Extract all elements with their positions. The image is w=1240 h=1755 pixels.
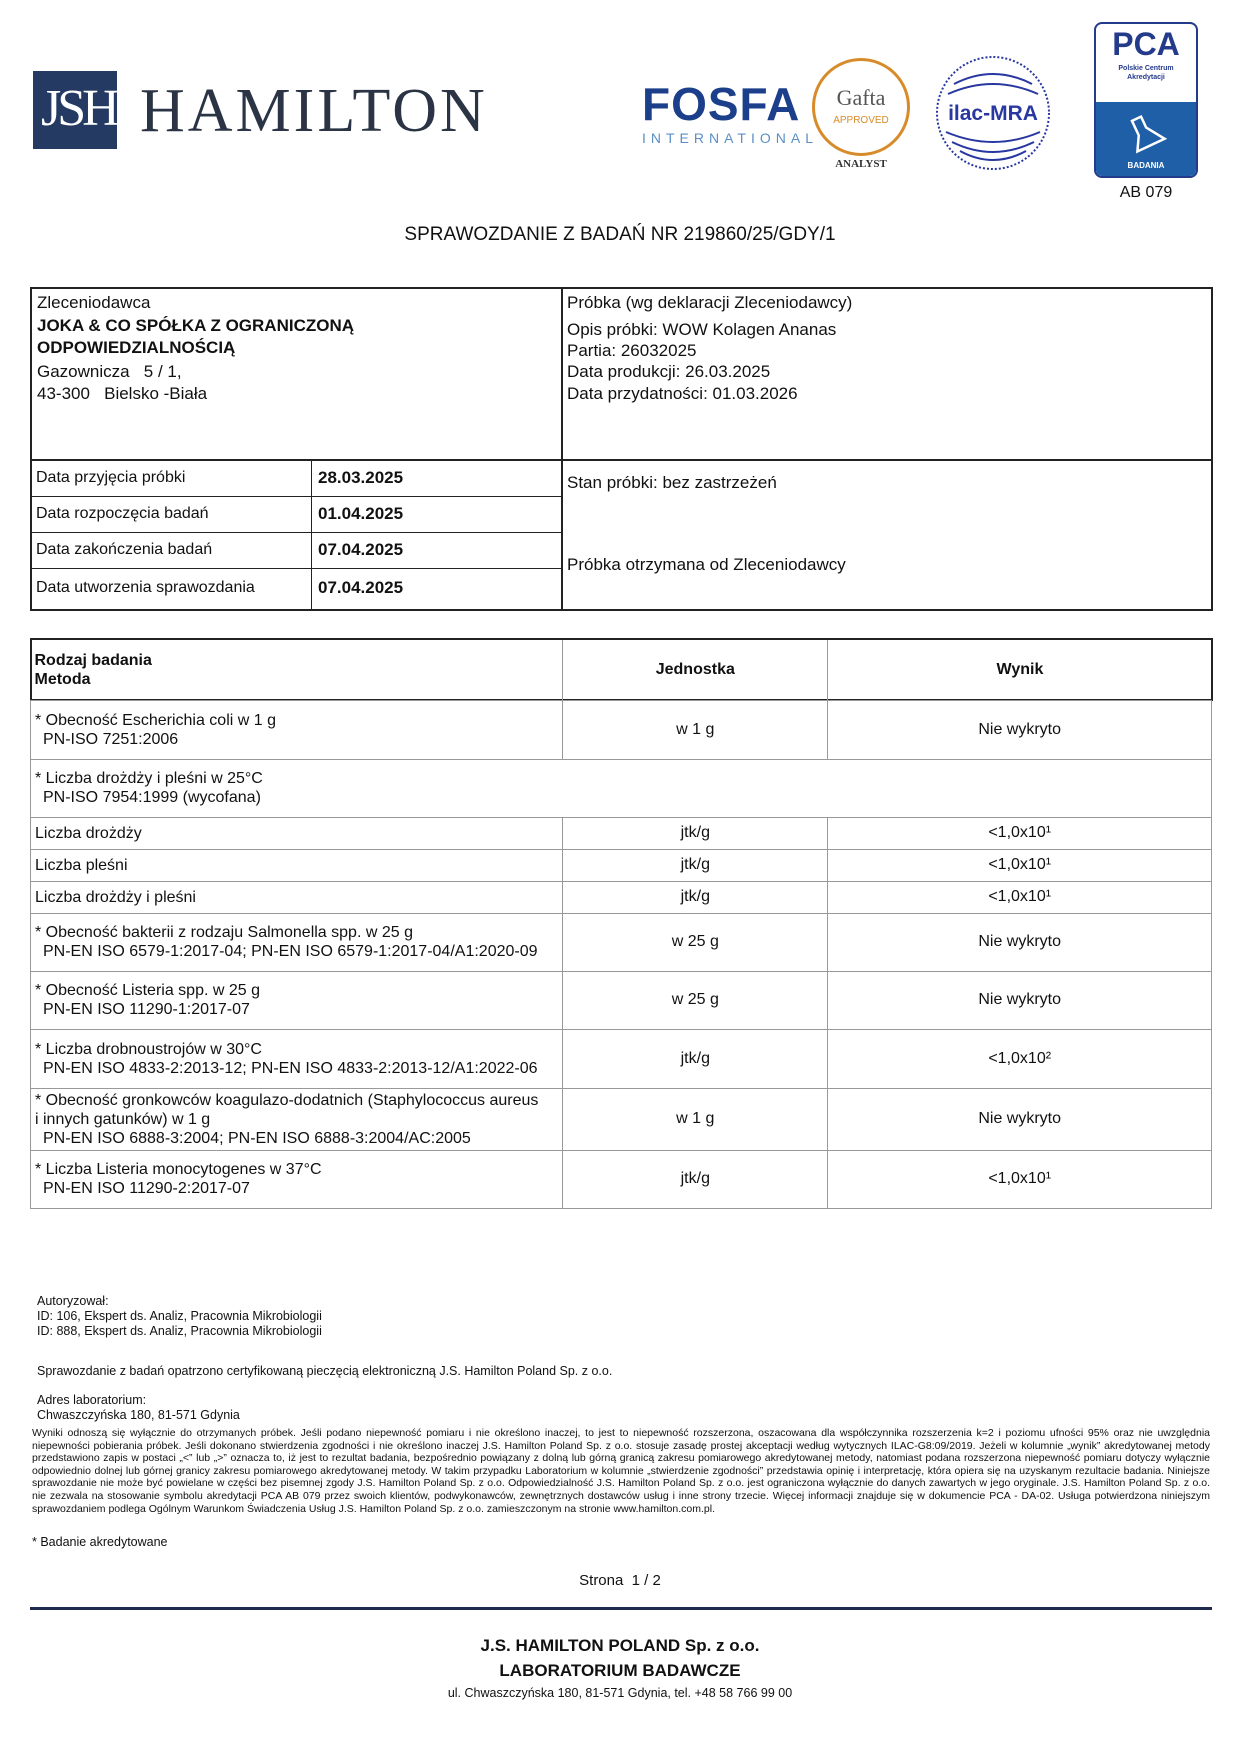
sample-production-date: Data produkcji: 26.03.2025: [567, 362, 771, 381]
test-result: <1,0x10¹: [828, 1150, 1212, 1208]
footer-lab: LABORATORIUM BADAWCZE: [499, 1661, 741, 1680]
test-unit: w 1 g: [563, 1088, 828, 1150]
test-name: * Liczba drobnoustrojów w 30°C: [35, 1040, 262, 1058]
date-start-value: 01.04.2025: [318, 504, 404, 523]
hamilton-logo-word: HAMILTON: [140, 77, 488, 145]
disclaimer-text: Wyniki odnoszą się wyłącznie do otrzymanych próbek. Jeśli podano niepewność pomiaru i nie określono inaczej, to jest to niepewność rozszerzona, oszacowana dla współczynnika rozszerzenia k=2 i poziomu ufności 95% oraz nie uwzględnia niepewności pobierania próbek. Jeśli dokonano stwierdzenia zgodności i nie określono inaczej J.S. Hamilton Poland Sp. z o.o. stosuje zasadę prostej akceptacji według wytycznych ILAC-G8:09/2019. Jeżeli w kolumnie „wynik” akredytowanej metody przedstawiono zapis w postaci „<” lub „>” oznacza to, iż jest to rezultat badania, bezpośrednio powiązany z dolną lub górną granicą zakresu pomiarowego akredytowanej metody, natomiast podana rozszerzona niepewność pomiaru dotyczy wyłącznie odpowiednio dolnej lub górnej granicy zakresu pomiarowego akredytowanej metody. W takim przypadku Laboratorium w kolumnie „stwierdzenie zgodności” przedstawia opinię i interpretację, która opiera się na uzyskanym rezultacie badania. Niniejsze sprawozdanie nie może być powielane w części bez pisemnej zgody J.S. Hamilton Poland Sp. z o.o. Odpowiedzialność J.S. Hamilton Poland Sp. z o.o. jest ograniczona wyłącznie do danych zawartych w jego oryginale. J.S. Hamilton Poland Sp. z o.o. nie zezwala na stosowanie symbolu akredytacji PCA AB 079 przez swoich klientów, podwykonawców, zewnętrznych dostawców usług i inne strony trzecie. Więcej informacji znajduje się w dokumencie PCA - DA-02. Usługa potwierdzona niniejszym sprawozdaniem podlega Ogólnym Warunkom Świadczenia Usług J.S. Hamilton Poland Sp. z o.o. zamieszczonym na stronie www.hamilton.com.pl.: [32, 1427, 1210, 1515]
flask-icon: [1096, 102, 1196, 156]
results-table: [30, 640, 1212, 1209]
fosfa-logo-sub: INTERNATIONAL: [642, 130, 818, 146]
results-header-row: [31, 640, 1212, 700]
test-method: PN-ISO 7251:2006: [43, 730, 179, 748]
test-result: Nie wykryto: [828, 913, 1212, 971]
test-name: Liczba pleśni: [35, 856, 128, 874]
pca-logo-word: PCA: [1112, 26, 1180, 62]
test-name: * Liczba Listeria monocytogenes w 37°C: [35, 1161, 322, 1178]
table-row: [31, 759, 1212, 817]
footer-divider: [30, 1607, 1212, 1610]
test-unit: w 25 g: [563, 913, 828, 971]
table-row: [31, 881, 1212, 913]
table-row: [31, 913, 1212, 971]
table-row: [31, 971, 1212, 1029]
page-number: Strona 1 / 2: [579, 1572, 661, 1589]
test-name-line1: * Obecność gronkowców koagulazo-dodatnich (Staphylococcus aureus: [35, 1091, 539, 1109]
test-unit: jtk/g: [563, 1150, 828, 1208]
table-row: [31, 1150, 1212, 1208]
table-row: [31, 700, 1212, 759]
test-method: PN-ISO 7954:1999 (wycofana): [43, 789, 261, 806]
hamilton-logo-monogram: JSH: [41, 80, 116, 137]
date-end-value: 07.04.2025: [318, 540, 404, 559]
table-row: [31, 1088, 1212, 1150]
test-unit: w 25 g: [563, 971, 828, 1029]
test-name: Liczba drożdży i pleśni: [35, 888, 196, 906]
authorization-line2: ID: 888, Ekspert ds. Analiz, Pracownia Mikrobiologii: [37, 1324, 322, 1338]
footer-address: ul. Chwaszczyńska 180, 81-571 Gdynia, tel. +48 58 766 99 00: [447, 1686, 793, 1700]
certification-note: Sprawozdanie z badań opatrzono certyfikowaną pieczęcią elektroniczną J.S. Hamilton Poland Sp. z o.o.: [37, 1364, 613, 1378]
footer-company: J.S. HAMILTON POLAND Sp. z o.o.: [480, 1636, 760, 1655]
table-row: [31, 817, 1212, 849]
lab-address-label: Adres laboratorium:: [37, 1393, 147, 1407]
test-name-line2: i innych gatunków) w 1 g: [35, 1110, 211, 1128]
date-report-value: 07.04.2025: [318, 578, 404, 597]
test-unit: jtk/g: [563, 817, 828, 849]
sample-batch: Partia: 26032025: [567, 341, 697, 360]
date-received-value: 28.03.2025: [318, 468, 404, 487]
date-end-label: Data zakończenia badań: [36, 541, 213, 558]
client-label: Zleceniodawca: [37, 293, 151, 312]
pca-logo-sub1: Polskie Centrum: [1118, 65, 1174, 72]
test-name: * Obecność bakterii z rodzaju Salmonella spp. w 25 g: [35, 924, 413, 941]
authorization-line1: ID: 106, Ekspert ds. Analiz, Pracownia Mikrobiologii: [37, 1309, 322, 1323]
pca-badge-panel: [1096, 102, 1196, 176]
test-name: * Obecność Listeria spp. w 25 g: [35, 982, 261, 999]
results-header-unit: Jednostka: [563, 640, 828, 700]
test-method: PN-EN ISO 6579-1:2017-04; PN-EN ISO 6579-1:2017-04/A1:2020-09: [43, 943, 538, 960]
date-start-label: Data rozpoczęcia badań: [36, 505, 209, 522]
test-unit: jtk/g: [563, 1029, 828, 1088]
test-method: PN-EN ISO 4833-2:2013-12; PN-EN ISO 4833-2:2013-12/A1:2022-06: [43, 1059, 538, 1077]
test-result: Nie wykryto: [828, 971, 1212, 1029]
test-unit: jtk/g: [563, 881, 828, 913]
date-received-label: Data przyjęcia próbki: [36, 469, 186, 486]
lab-address-value: Chwaszczyńska 180, 81-571 Gdynia: [37, 1408, 240, 1422]
results-header-result: Wynik: [828, 640, 1212, 700]
sample-condition: Stan próbki: bez zastrzeżeń: [567, 473, 777, 492]
pca-badania-label: BADANIA: [1127, 161, 1165, 170]
test-method: PN-EN ISO 6888-3:2004; PN-EN ISO 6888-3:2004/AC:2005: [43, 1129, 471, 1147]
sample-label: Próbka (wg deklaracji Zleceniodawcy): [567, 293, 853, 312]
test-name: * Liczba drożdży i pleśni w 25°C: [35, 770, 263, 787]
table-row: [31, 849, 1212, 881]
test-name: Liczba drożdży: [35, 824, 142, 842]
authorization-label: Autoryzował:: [37, 1294, 109, 1308]
sample-description: Opis próbki: WOW Kolagen Ananas: [567, 320, 837, 339]
gafta-logo-approved: APPROVED: [833, 115, 889, 126]
test-method: PN-EN ISO 11290-2:2017-07: [43, 1180, 250, 1197]
test-name: * Obecność Escherichia coli w 1 g: [35, 711, 276, 729]
test-method: PN-EN ISO 11290-1:2017-07: [43, 1001, 250, 1018]
date-report-label: Data utworzenia sprawozdania: [36, 579, 255, 596]
results-header-type: Rodzaj badania Metoda: [34, 651, 152, 688]
test-result: Nie wykryto: [828, 1088, 1212, 1150]
fosfa-logo: [642, 80, 818, 146]
client-address-line2: 43-300 Bielsko -Biała: [37, 384, 208, 403]
test-result: <1,0x10²: [828, 1029, 1212, 1088]
gafta-logo: [812, 58, 910, 156]
test-result: <1,0x10¹: [828, 881, 1212, 913]
report-title: SPRAWOZDANIE Z BADAŃ NR 219860/25/GDY/1: [404, 224, 836, 245]
accreditation-number: AB 079: [1119, 184, 1173, 201]
ilac-mra-logo: [934, 54, 1052, 172]
client-name-line2: ODPOWIEDZIALNOŚCIĄ: [37, 338, 236, 357]
test-result: Nie wykryto: [828, 700, 1212, 759]
sample-received-from: Próbka otrzymana od Zleceniodawcy: [567, 555, 846, 574]
client-name-line1: JOKA & CO SPÓŁKA Z OGRANICZONĄ: [37, 316, 355, 335]
client-address-line1: Gazownicza 5 / 1,: [37, 362, 182, 381]
test-result: <1,0x10¹: [828, 849, 1212, 881]
accredited-note: * Badanie akredytowane: [32, 1535, 168, 1549]
table-row: [31, 1029, 1212, 1088]
sample-expiry-date: Data przydatności: 01.03.2026: [567, 384, 798, 403]
fosfa-logo-word: FOSFA: [642, 78, 801, 130]
test-unit: jtk/g: [563, 849, 828, 881]
pca-logo: [1094, 22, 1198, 178]
pca-logo-sub2: Akredytacji: [1127, 74, 1165, 81]
test-result: <1,0x10¹: [828, 817, 1212, 849]
ilac-mra-text: ilac-MRA: [948, 102, 1038, 125]
hamilton-logo-mark: [33, 68, 117, 152]
test-unit: w 1 g: [563, 700, 828, 759]
gafta-analyst-label: ANALYST: [835, 158, 887, 170]
gafta-logo-word: Gafta: [836, 85, 886, 110]
